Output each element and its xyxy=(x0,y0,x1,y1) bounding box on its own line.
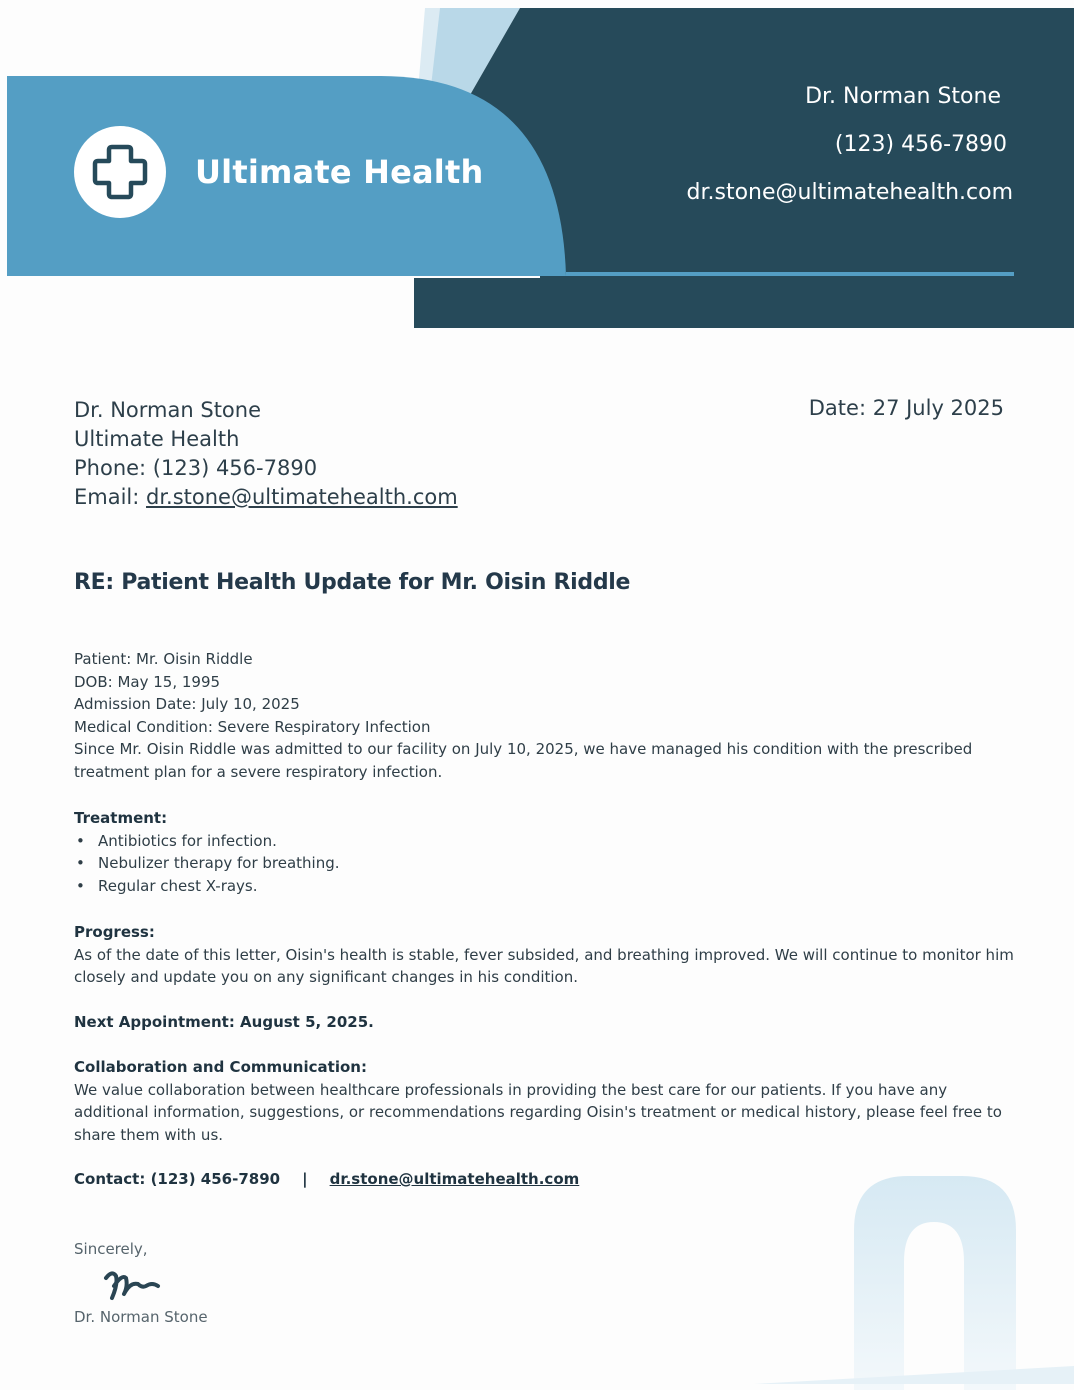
sender-email-label: Email: xyxy=(74,485,147,509)
header-phone: (123) 456-7890 xyxy=(834,132,1007,157)
letter-date: Date: 27 July 2025 xyxy=(808,396,1004,420)
closing-salutation: Sincerely, xyxy=(74,1240,148,1258)
next-appointment: Next Appointment: August 5, 2025. xyxy=(74,1013,374,1031)
sender-phone: Phone: (123) 456-7890 xyxy=(74,456,318,480)
collaboration-heading: Collaboration and Communication: xyxy=(74,1058,367,1076)
decorative-shape xyxy=(694,1170,1074,1390)
brand-name: Ultimate Health xyxy=(195,153,484,191)
progress-text: As of the date of this letter, Oisin's health is stable, fever subsided, and breathing improved. We will continue to monitor him closely and update you on any significant changes in his condition. xyxy=(74,945,1014,986)
header-doctor-name: Dr. Norman Stone xyxy=(805,84,1001,109)
patient-summary: Since Mr. Oisin Riddle was admitted to our facility on July 10, 2025, we have managed his condition with the prescribed treatment plan for a severe respiratory infection. xyxy=(74,740,973,781)
treatment-section xyxy=(74,807,1014,897)
contact-separator: | xyxy=(302,1170,308,1188)
collaboration-text: We value collaboration between healthcare professionals in providing the best care for our patients. If you have any additional information, suggestions, or recommendations regarding Oisin's treatment or medical history, please feel free to share them with us. xyxy=(74,1080,1002,1144)
patient-dob: DOB: May 15, 1995 xyxy=(74,672,221,691)
subject-line: RE: Patient Health Update for Mr. Oisin Riddle xyxy=(74,570,631,595)
progress-heading: Progress: xyxy=(74,923,155,941)
contact-phone: Contact: (123) 456-7890 xyxy=(74,1170,281,1188)
patient-admission: Admission Date: July 10, 2025 xyxy=(74,695,300,713)
sender-block xyxy=(74,396,458,512)
collaboration-section xyxy=(74,1056,1014,1146)
header-email: dr.stone@ultimatehealth.com xyxy=(686,180,1013,205)
contact-email-link[interactable]: dr.stone@ultimatehealth.com xyxy=(329,1170,580,1188)
patient-name: Patient: Mr. Oisin Riddle xyxy=(74,650,253,668)
sender-name: Dr. Norman Stone xyxy=(74,398,262,422)
sender-email-line xyxy=(74,483,458,512)
logo xyxy=(74,126,166,218)
treatment-list xyxy=(74,830,1014,898)
contact-line xyxy=(74,1170,579,1188)
treatment-heading: Treatment: xyxy=(74,809,168,827)
list-item: • Nebulizer therapy for breathing. xyxy=(98,852,1014,875)
list-item: • Antibiotics for infection. xyxy=(98,830,1014,853)
list-item: • Regular chest X-rays. xyxy=(98,875,1014,898)
sender-org: Ultimate Health xyxy=(74,427,240,451)
signer-name: Dr. Norman Stone xyxy=(74,1308,208,1326)
signature-mark xyxy=(100,1264,164,1304)
medical-cross-icon xyxy=(89,141,151,203)
sender-email-link[interactable]: dr.stone@ultimatehealth.com xyxy=(146,485,458,509)
patient-condition: Medical Condition: Severe Respiratory Infection xyxy=(74,717,431,736)
progress-section xyxy=(74,921,1014,989)
patient-info xyxy=(74,648,1014,783)
